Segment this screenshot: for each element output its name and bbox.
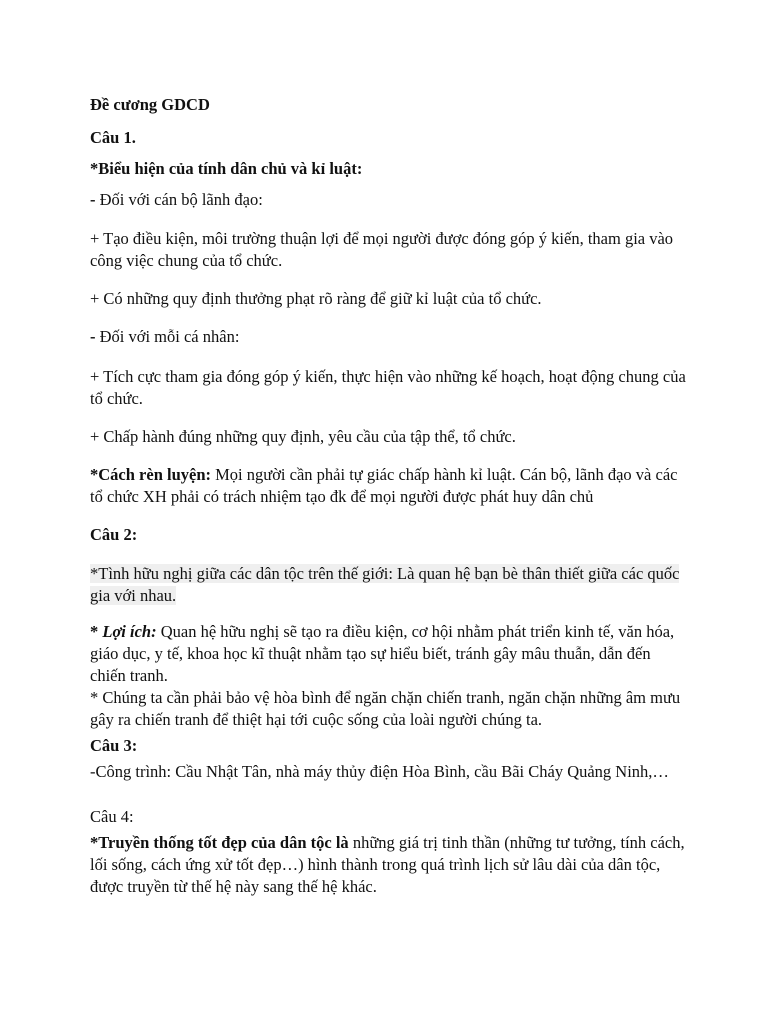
- document-title: Đề cương GDCD: [90, 95, 210, 114]
- q1-heading: Câu 1.: [90, 128, 136, 147]
- leaders-dash: -: [90, 190, 96, 209]
- leaders-label: [90, 189, 690, 211]
- leaders-item-1: + Tạo điều kiện, môi trường thuận lợi để mọi người được đóng góp ý kiến, tham gia vào công việc chung của tổ chức.: [90, 229, 674, 270]
- q4-text: những giá trị tinh thần (những tư tưởng, tính cách, lối sống, cách ứng xử tốt đẹp…) hình thành trong quá trình lịch sử lâu dài của dân tộc, được truyền từ thế hệ này sang thế hệ khác.: [90, 833, 685, 896]
- benefit-star: *: [90, 622, 103, 641]
- practice-paragraph: [90, 464, 690, 508]
- practice-text: Mọi người cần phải tự giác chấp hành kỉ luật. Cán bộ, lãnh đạo và các tổ chức XH phải có trách nhiệm tạo đk để mọi người được phát huy dân chủ: [90, 465, 678, 506]
- leaders-label-text: Đối với cán bộ lãnh đạo:: [95, 190, 263, 209]
- protect-paragraph: * Chúng ta cần phải bảo vệ hòa bình để ngăn chặn chiến tranh, ngăn chặn những âm mưu gây ra chiến tranh để thiệt hại tới cuộc sống của loài người chúng ta.: [90, 688, 681, 729]
- friendship-paragraph: [90, 563, 690, 607]
- friendship-text: *Tình hữu nghị giữa các dân tộc trên thế giới: Là quan hệ bạn bè thân thiết giữa các quốc gia với nhau.: [90, 564, 680, 605]
- q4-paragraph: [90, 832, 690, 898]
- leaders-item-2: + Có những quy định thưởng phạt rõ ràng để giữ kỉ luật của tổ chức.: [90, 289, 542, 308]
- individuals-dash: -: [90, 327, 96, 346]
- individuals-label: [90, 326, 690, 348]
- q3-text: -Công trình: Cầu Nhật Tân, nhà máy thủy điện Hòa Bình, cầu Bãi Cháy Quảng Ninh,…: [90, 762, 669, 781]
- individuals-item-2: + Chấp hành đúng những quy định, yêu cầu của tập thể, tổ chức.: [90, 427, 516, 446]
- practice-label: *Cách rèn luyện:: [90, 465, 211, 484]
- benefit-text: Quan hệ hữu nghị sẽ tạo ra điều kiện, cơ hội nhằm phát triển kinh tế, văn hóa, giáo dục, y tế, khoa học kĩ thuật nhằm tạo sự hiểu biết, tránh gây mâu thuẫn, dẫn đến chiến tranh.: [90, 622, 675, 685]
- benefit-paragraph: [90, 621, 690, 687]
- q3-heading: Câu 3:: [90, 736, 138, 755]
- individuals-item-1: + Tích cực tham gia đóng góp ý kiến, thực hiện vào những kế hoạch, hoạt động chung của tổ chức.: [90, 367, 686, 408]
- q4-heading: Câu 4:: [90, 807, 134, 826]
- individuals-label-text: Đối với mỗi cá nhân:: [95, 327, 240, 346]
- q1-subheading: *Biểu hiện của tính dân chủ và kỉ luật:: [90, 159, 363, 178]
- q4-label: *Truyền thống tốt đẹp của dân tộc là: [90, 833, 349, 852]
- benefit-label: Lợi ích:: [102, 622, 157, 641]
- q2-heading: Câu 2:: [90, 525, 138, 544]
